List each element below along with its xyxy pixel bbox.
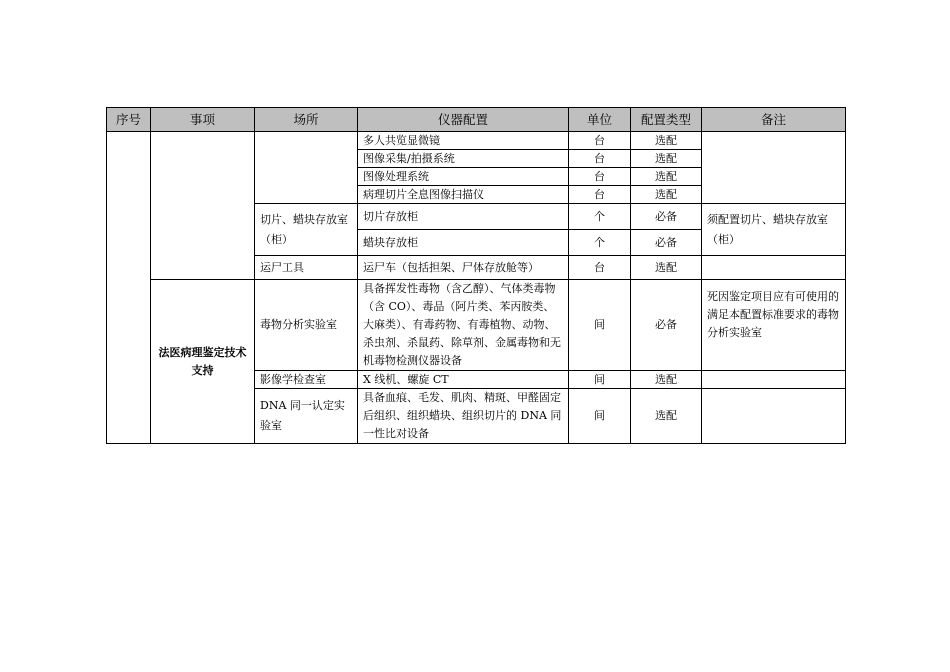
- equipment-config-table: [106, 107, 846, 444]
- unit-cell: 台: [569, 150, 631, 168]
- config-type-cell: 选配: [631, 186, 702, 204]
- table-row: [107, 280, 846, 371]
- equipment-cell: X 线机、螺旋 CT: [358, 371, 569, 389]
- header-equipment: 仪器配置: [358, 108, 569, 132]
- header-place: 场所: [255, 108, 358, 132]
- unit-cell: 间: [569, 280, 631, 371]
- unit-cell: 个: [569, 204, 631, 230]
- config-type-cell: 必备: [631, 230, 702, 256]
- place-cell-toxicology: 毒物分析实验室: [255, 280, 358, 371]
- place-cell-dna: DNA 同一认定实验室: [255, 389, 358, 444]
- config-type-cell: 必备: [631, 204, 702, 230]
- unit-cell: 台: [569, 186, 631, 204]
- table-header-row: [107, 108, 846, 132]
- config-type-cell: 选配: [631, 168, 702, 186]
- table-row: [107, 132, 846, 150]
- equipment-cell: 运尸车（包括担架、尸体存放舱等）: [358, 256, 569, 280]
- config-type-cell: 选配: [631, 371, 702, 389]
- place-cell-storage: 切片、蜡块存放室（柜）: [255, 204, 358, 256]
- place-cell-imaging: 影像学检查室: [255, 371, 358, 389]
- header-seq: 序号: [107, 108, 151, 132]
- item-cell-technical-support: 法医病理鉴定技术支持: [151, 280, 255, 444]
- note-cell-empty: [702, 256, 846, 280]
- config-type-cell: 选配: [631, 150, 702, 168]
- place-cell-empty: [255, 132, 358, 204]
- unit-cell: 间: [569, 371, 631, 389]
- equipment-cell: 蜡块存放柜: [358, 230, 569, 256]
- unit-cell: 台: [569, 168, 631, 186]
- equipment-cell: 具备挥发性毒物（含乙醇）、气体类毒物（含 CO）、毒品（阿片类、苯丙胺类、大麻类）、有毒药物、有毒植物、动物、杀虫剂、杀鼠药、除草剂、金属毒物和无机毒物检测仪器设备: [358, 280, 569, 371]
- unit-cell: 台: [569, 132, 631, 150]
- equipment-cell: 切片存放柜: [358, 204, 569, 230]
- equipment-cell: 多人共览显微镜: [358, 132, 569, 150]
- note-cell-empty: [702, 389, 846, 444]
- config-type-cell: 必备: [631, 280, 702, 371]
- equipment-cell: 病理切片全息图像扫描仪: [358, 186, 569, 204]
- equipment-cell: 图像处理系统: [358, 168, 569, 186]
- config-type-cell: 选配: [631, 132, 702, 150]
- note-cell-toxicology: 死因鉴定项目应有可使用的满足本配置标准要求的毒物分析实验室: [702, 280, 846, 371]
- header-config-type: 配置类型: [631, 108, 702, 132]
- note-cell-storage: 须配置切片、蜡块存放室（柜）: [702, 204, 846, 256]
- config-type-cell: 选配: [631, 389, 702, 444]
- seq-cell: [107, 132, 151, 444]
- item-cell-empty: [151, 132, 255, 280]
- config-type-cell: 选配: [631, 256, 702, 280]
- note-cell-empty: [702, 132, 846, 204]
- equipment-cell: 具备血痕、毛发、肌肉、精斑、甲醛固定后组织、组织蜡块、组织切片的 DNA 同一性比对设备: [358, 389, 569, 444]
- unit-cell: 个: [569, 230, 631, 256]
- equipment-cell: 图像采集/拍摄系统: [358, 150, 569, 168]
- header-unit: 单位: [569, 108, 631, 132]
- note-cell-empty: [702, 371, 846, 389]
- unit-cell: 间: [569, 389, 631, 444]
- header-item: 事项: [151, 108, 255, 132]
- place-cell-transport: 运尸工具: [255, 256, 358, 280]
- header-note: 备注: [702, 108, 846, 132]
- unit-cell: 台: [569, 256, 631, 280]
